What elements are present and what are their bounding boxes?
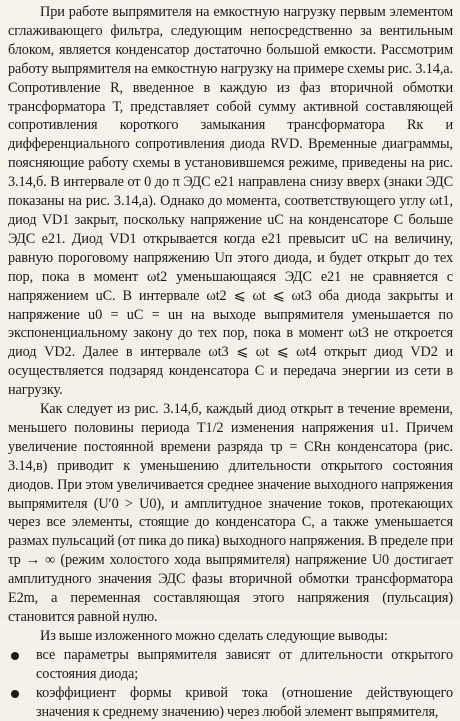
bullet-dot-icon bbox=[11, 652, 19, 660]
paragraph-conclusions-intro: Из выше изложенного можно сделать следующие выводы: bbox=[40, 627, 388, 644]
list-item bbox=[8, 684, 453, 721]
paragraph-capacitive-load: При работе выпрямителя на емкостную нагрузку первым элементом сглаживающего фильтра, следующим непосредственно за вентильным блоком, является конденсатор достаточно большой емкости. Рассмотрим работу выпрямителя на емкостную нагрузку на примере схемы рис. 3.14,а. Сопротивление R, введенное в каждую из фаз вторичной обмотки трансформатора Т, представляет собой сумму активной составляющей сопротивления короткого замыкания трансформатора Rк и дифференциального сопротивления диода RVD. Временные диаграммы, поясняющие работу схемы в установившемся режиме, приведены на рис. 3.14,б. В интервале от 0 до π ЭДС e21 направлена снизу вверх (знаки ЭДС показаны на рис. 3.14,а). Однако до момента, соответствующего углу ωt1, диод VD1 закрыт, поскольку напряжение uC на конденсаторе С больше ЭДС e21. Диод VD1 открывается когда e21 превысит uC на величину, равную пороговому напряжению Uп этого диода, и будет открыт до тех пор, пока в момент ωt2 уменьшающаяся ЭДС e21 не сравняется с напряжением uC. В интервале ωt2 ⩽ ωt ⩽ ωt3 оба диода закрыты и напряжение u0 = uC = uн на выходе выпрямителя уменьшается по экспоненциальному закону до тех пор, пока в момент ωt3 не откроется диод VD2. Далее в интервале ωt3 ⩽ ωt ⩽ ωt4 открыт диод VD2 и осуществляется подзаряд конденсатора С и передача энергии из сети в нагрузку. bbox=[8, 4, 453, 399]
list-item bbox=[8, 646, 453, 684]
paragraph-time-constant: Как следует из рис. 3.14,б, каждый диод открыт в течение времени, меньшего половины периода T1/2 изменения напряжения u1. Причем увеличение постоянной времени разряда τр = CRн конденсатора (рис. 3.14,в) приводит к уменьшению длительности открытого состояния диодов. При этом увеличивается среднее значение выходного напряжения выпрямителя (U′0 > U0), и амплитудное значение токов, протекающих через все элементы, стоящие до конденсатора С, а также уменьшается размах пульсаций (от пика до пика) выходного напряжения. В пределе при τр → ∞ (режим холостого хода выпрямителя) напряжение U0 достигает амплитудного значения ЭДС фазы вторичной обмотки трансформатора E2m, а переменная составляющая этого напряжения (пульсация) становится равной нулю. bbox=[8, 401, 453, 625]
list-item-text: коэффициент формы кривой тока (отношение действующего значения к среднему значению) через любой элемент выпрямителя, bbox=[36, 684, 453, 720]
conclusions-list bbox=[8, 646, 453, 721]
list-item-text: все параметры выпрямителя зависят от длительности открытого состояния диода; bbox=[36, 646, 453, 682]
bullet-dot-icon bbox=[11, 690, 19, 698]
